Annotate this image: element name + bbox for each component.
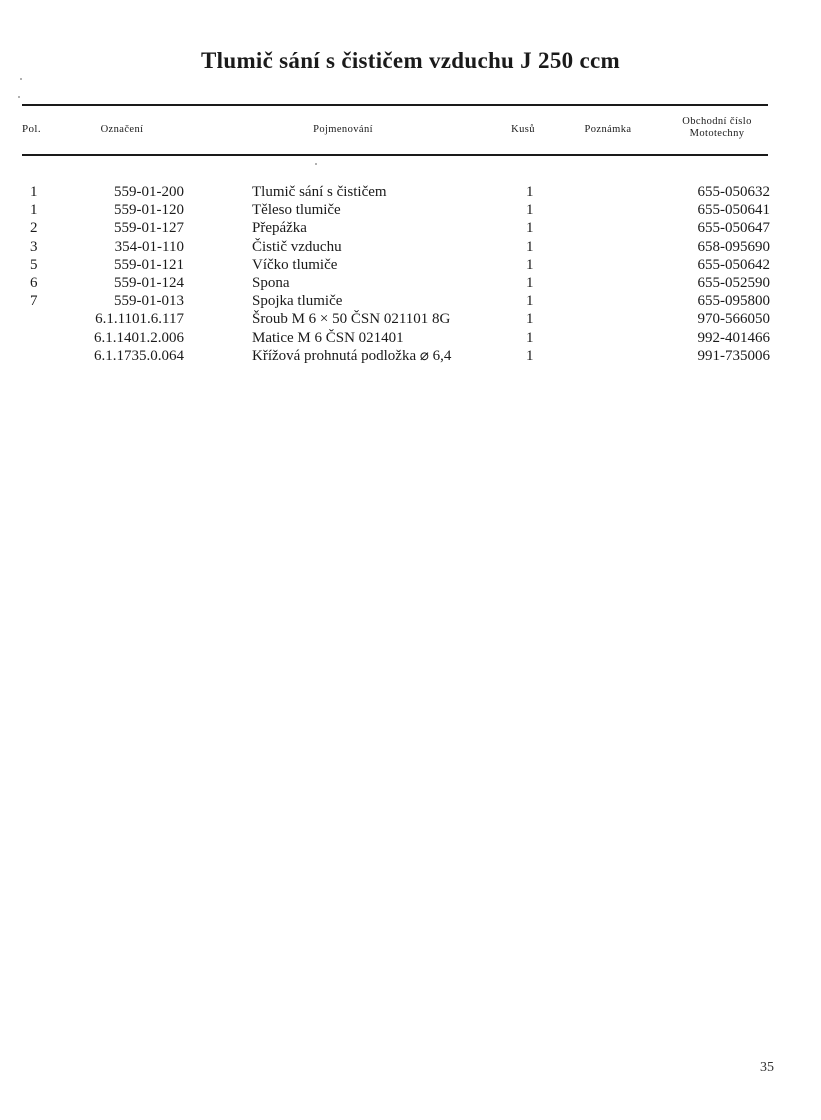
cell-pojmenovani: Křížová prohnutá podložka ⌀ 6,4 — [252, 347, 452, 364]
cell-obchodni-cislo: 992-401466 — [697, 329, 770, 346]
cell-oznaceni: 559-01-200 — [114, 184, 184, 200]
cell-pol: 2 — [30, 220, 38, 237]
column-header-kusu: Kusů — [511, 124, 535, 135]
cell-oznaceni: 354-01-110 — [114, 238, 184, 255]
header-top-rule — [22, 104, 768, 106]
cell-obchodni-cislo: 655-050641 — [697, 202, 770, 219]
cell-pojmenovani: Čistič vzduchu — [252, 238, 342, 255]
table-row — [0, 238, 821, 256]
cell-kusu: 1 — [526, 274, 534, 291]
cell-oznaceni: 6.1.1401.2.006 — [94, 329, 184, 346]
column-header-poznamka: Poznámka — [584, 124, 632, 135]
cell-pol: 5 — [30, 256, 38, 273]
column-header-pojmenovani: Pojmenování — [313, 124, 373, 135]
cell-oznaceni: 6.1.1101.6.117 — [95, 311, 184, 328]
cell-kusu: 1 — [526, 220, 534, 237]
table-row — [0, 329, 821, 347]
cell-pol: 1 — [30, 184, 38, 200]
cell-kusu: 1 — [526, 202, 534, 219]
table-row — [0, 347, 821, 365]
cell-oznaceni: 559-01-121 — [114, 256, 184, 273]
cell-kusu: 1 — [526, 238, 534, 255]
cell-obchodni-cislo: 658-095690 — [697, 238, 770, 255]
cell-pol: 1 — [30, 202, 38, 219]
cell-kusu: 1 — [526, 311, 534, 328]
cell-obchodni-cislo: 655-050647 — [697, 220, 770, 237]
cell-pojmenovani: Těleso tlumiče — [252, 202, 341, 219]
cell-obchodni-cislo: 655-050632 — [697, 184, 770, 200]
cell-pojmenovani: Matice M 6 ČSN 021401 — [252, 329, 404, 346]
table-row — [0, 201, 821, 219]
table-row — [0, 274, 821, 292]
cell-pojmenovani: Tlumič sání s čističem — [252, 184, 387, 200]
cell-obchodni-cislo: 970-566050 — [697, 311, 770, 328]
table-row — [0, 219, 821, 237]
cell-oznaceni: 559-01-127 — [114, 220, 184, 237]
header-bottom-rule — [22, 154, 768, 156]
table-row — [0, 310, 821, 328]
cell-kusu: 1 — [526, 347, 534, 364]
cell-obchodni-cislo: 655-052590 — [697, 274, 770, 291]
parts-table-body — [0, 183, 821, 365]
cell-pol: 7 — [30, 293, 38, 310]
cell-pojmenovani: Šroub M 6 × 50 ČSN 021101 8G — [252, 311, 451, 328]
page-number: 35 — [760, 1060, 774, 1075]
cell-obchodni-cislo: 655-095800 — [697, 293, 770, 310]
cell-pol: 6 — [30, 274, 38, 291]
cell-pojmenovani: Spojka tlumiče — [252, 293, 343, 310]
column-header-obchodni-line2: Mototechny — [689, 128, 745, 139]
scan-speck — [20, 78, 22, 80]
column-header-oznaceni: Označení — [100, 124, 144, 135]
cell-oznaceni: 559-01-013 — [114, 293, 184, 310]
table-row — [0, 183, 821, 201]
scan-speck — [18, 96, 20, 98]
cell-oznaceni: 559-01-124 — [114, 274, 184, 291]
page-title: Tlumič sání s čističem vzduchu J 250 ccm — [201, 48, 620, 73]
cell-kusu: 1 — [526, 256, 534, 273]
cell-obchodni-cislo: 655-050642 — [697, 256, 770, 273]
column-header-pol: Pol. — [22, 123, 42, 135]
cell-oznaceni: 559-01-120 — [114, 202, 184, 219]
scan-speck — [315, 163, 317, 165]
table-row — [0, 256, 821, 274]
column-header-obchodni-line1: Obchodní číslo — [682, 116, 752, 127]
cell-kusu: 1 — [526, 329, 534, 346]
cell-kusu: 1 — [526, 293, 534, 310]
column-header-obchodni-cislo — [668, 116, 766, 140]
cell-pojmenovani: Přepážka — [252, 220, 307, 237]
cell-kusu: 1 — [526, 184, 534, 200]
table-row — [0, 292, 821, 310]
cell-obchodni-cislo: 991-735006 — [697, 347, 770, 364]
cell-pojmenovani: Spona — [252, 274, 290, 291]
cell-pol: 3 — [30, 238, 38, 255]
cell-pojmenovani: Víčko tlumiče — [252, 256, 338, 273]
cell-oznaceni: 6.1.1735.0.064 — [94, 347, 184, 364]
